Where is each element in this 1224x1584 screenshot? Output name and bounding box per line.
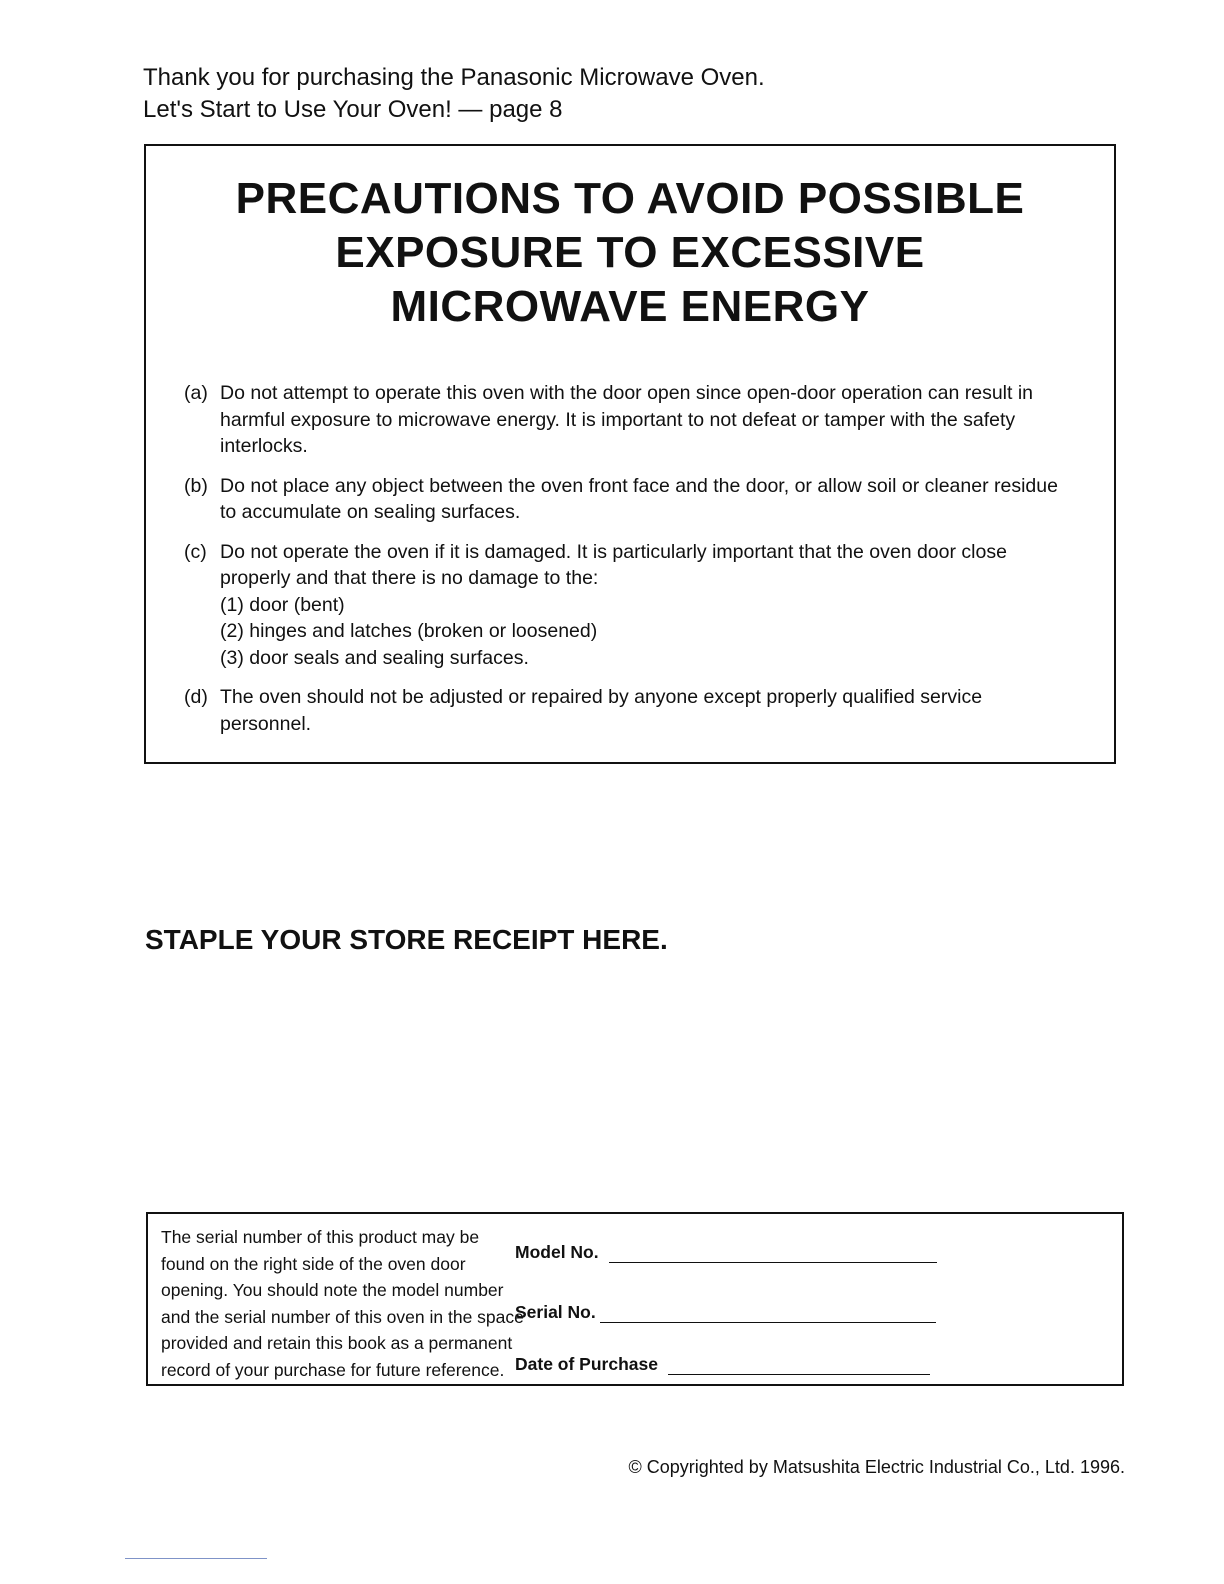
note-line: opening. You should note the model number <box>161 1280 504 1300</box>
precaution-item-b <box>184 473 1074 526</box>
precaution-text: Do not place any object between the oven front face and the door, or allow soil or cleaner residue to accumulate on sealing surfaces. <box>220 474 1058 523</box>
serial-number-line[interactable] <box>600 1304 936 1323</box>
note-line: provided and retain this book as a permanent <box>161 1333 513 1353</box>
date-of-purchase-field[interactable] <box>515 1354 930 1375</box>
damage-sub-item: (3) door seals and sealing surfaces. <box>220 646 529 669</box>
precautions-box <box>144 144 1116 764</box>
model-number-line[interactable] <box>609 1244 937 1263</box>
date-of-purchase-label: Date of Purchase <box>515 1354 658 1374</box>
precautions-title-line: PRECAUTIONS TO AVOID POSSIBLE <box>235 174 1025 223</box>
precaution-body <box>220 539 1074 672</box>
bottom-divider <box>125 1558 267 1559</box>
note-line: record of your purchase for future reference. <box>161 1359 505 1380</box>
precautions-title-line: MICROWAVE ENERGY <box>390 282 870 331</box>
serial-number-field[interactable] <box>515 1302 936 1323</box>
damage-sub-list <box>220 592 1074 672</box>
staple-receipt-heading: STAPLE YOUR STORE RECEIPT HERE. <box>145 924 668 955</box>
note-line: The serial number of this product may be <box>161 1227 480 1247</box>
intro-start-link: Let's Start to Use Your Oven! — page 8 <box>143 96 563 123</box>
precautions-title <box>146 172 1114 334</box>
precaution-item-c <box>184 539 1074 672</box>
model-number-label: Model No. <box>515 1242 599 1262</box>
note-line: found on the right side of the oven door <box>161 1253 466 1274</box>
precaution-item-a <box>184 380 1074 460</box>
precaution-item-d <box>184 684 1074 737</box>
precaution-marker: (d) <box>184 686 208 708</box>
model-number-field[interactable] <box>515 1242 937 1263</box>
precaution-text: Do not attempt to operate this oven with the door open since open-door operation can result in harmful exposure to microwave energy. It is important to not defeat or tamper with the safety interlocks. <box>220 382 1034 457</box>
copyright-notice: © Copyrighted by Matsushita Electric Industrial Co., Ltd. 1996. <box>628 1457 1125 1477</box>
intro-text <box>143 62 765 126</box>
precaution-text: The oven should not be adjusted or repaired by anyone except properly qualified service personnel. <box>220 686 983 735</box>
precaution-list <box>184 380 1074 750</box>
intro-thank-you: Thank you for purchasing the Panasonic Microwave Oven. <box>143 64 765 91</box>
precaution-marker: (c) <box>184 540 207 563</box>
precaution-marker: (b) <box>184 474 208 497</box>
serial-number-label: Serial No. <box>515 1302 596 1322</box>
note-line: and the serial number of this oven in the space <box>161 1306 524 1327</box>
precaution-marker: (a) <box>184 382 208 404</box>
precaution-text: Do not operate the oven if it is damaged. It is particularly important that the oven door close properly and that there is no damage to the: <box>220 540 1007 589</box>
precautions-title-line: EXPOSURE TO EXCESSIVE <box>335 228 925 277</box>
damage-sub-item: (2) hinges and latches (broken or loosened) <box>220 620 598 642</box>
date-of-purchase-line[interactable] <box>668 1356 930 1375</box>
damage-sub-item: (1) door (bent) <box>220 593 345 616</box>
